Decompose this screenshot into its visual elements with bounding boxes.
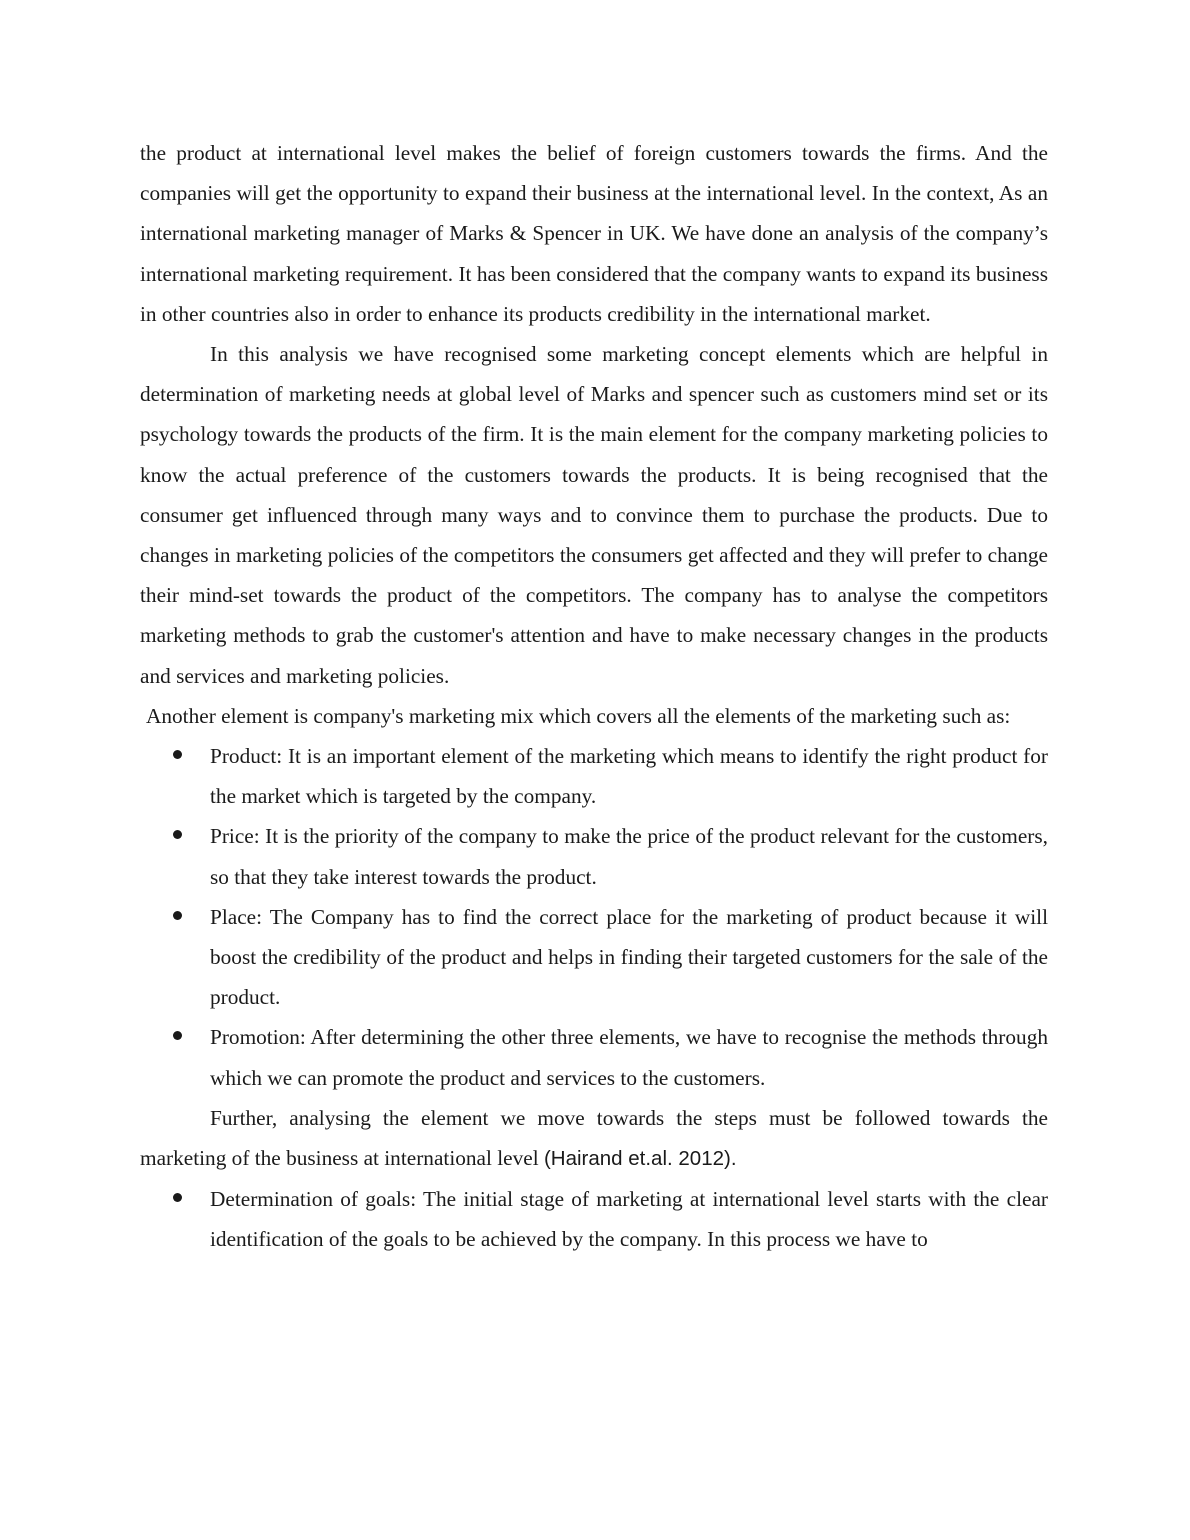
list-item-promotion xyxy=(140,1017,1048,1097)
list-item-place xyxy=(140,897,1048,1018)
paragraph-marketing-mix-intro: Another element is company's marketing mix which covers all the elements of the marketing such as: xyxy=(146,703,1011,728)
citation: (Hairand et.al. 2012). xyxy=(543,1147,737,1171)
list-item-text: Place: The Company has to find the correct place for the marketing of product because it will boost the credibility of the product and helps in finding their targeted customers for the sale of the product. xyxy=(210,904,1048,1010)
list-item-text: Promotion: After determining the other three elements, we have to recognise the methods through which we can promote the product and services to the customers. xyxy=(210,1025,1048,1090)
list-item-text: Product: It is an important element of the marketing which means to identify the right product for the market which is targeted by the company. xyxy=(210,744,1048,809)
bullet-icon xyxy=(173,911,182,920)
list-item-text: Price: It is the priority of the company to make the price of the product relevant for the customers, so that they take interest towards the product. xyxy=(210,824,1048,889)
bullet-icon xyxy=(173,830,182,839)
marketing-mix-list xyxy=(140,736,1048,1098)
steps-list xyxy=(140,1179,1048,1259)
document-page xyxy=(140,133,1048,1260)
bullet-icon xyxy=(173,750,182,759)
list-item-text: Determination of goals: The initial stage of marketing at international level starts with the clear identification of the goals to be achieved by the company. In this process we have to xyxy=(210,1187,1048,1252)
bullet-icon xyxy=(173,1193,182,1202)
paragraph-steps-intro xyxy=(140,1098,1048,1179)
list-item-product xyxy=(140,736,1048,816)
paragraph-analysis: In this analysis we have recognised some marketing concept elements which are helpful in determination of marketing needs at global level of Marks and spencer such as customers mind set or its psychology towards the products of the firm. It is the main element for the company marketing policies to know the actual preference of the customers towards the products. It is being recognised that the consumer get influenced through many ways and to convince them to purchase the products. Due to changes in marketing policies of the competitors the consumers get affected and they will prefer to change their mind-set towards the product of the competitors. The company has to analyse the competitors marketing methods to grab the customer's attention and have to make necessary changes in the products and services and marketing policies. xyxy=(140,342,1048,688)
paragraph-steps-text: Further, analysing the element we move towards the steps must be followed towards the marketing of the business at international level xyxy=(140,1105,1048,1171)
list-item-goals xyxy=(140,1179,1048,1259)
bullet-icon xyxy=(173,1031,182,1040)
paragraph-intro: the product at international level makes the belief of foreign customers towards the firms. And the companies will get the opportunity to expand their business at the international level. In the context, As an international marketing manager of Marks & Spencer in UK. We have done an analysis of the company’s international marketing requirement. It has been considered that the company wants to expand its business in other countries also in order to enhance its products credibility in the international market. xyxy=(140,141,1048,326)
list-item-price xyxy=(140,816,1048,896)
